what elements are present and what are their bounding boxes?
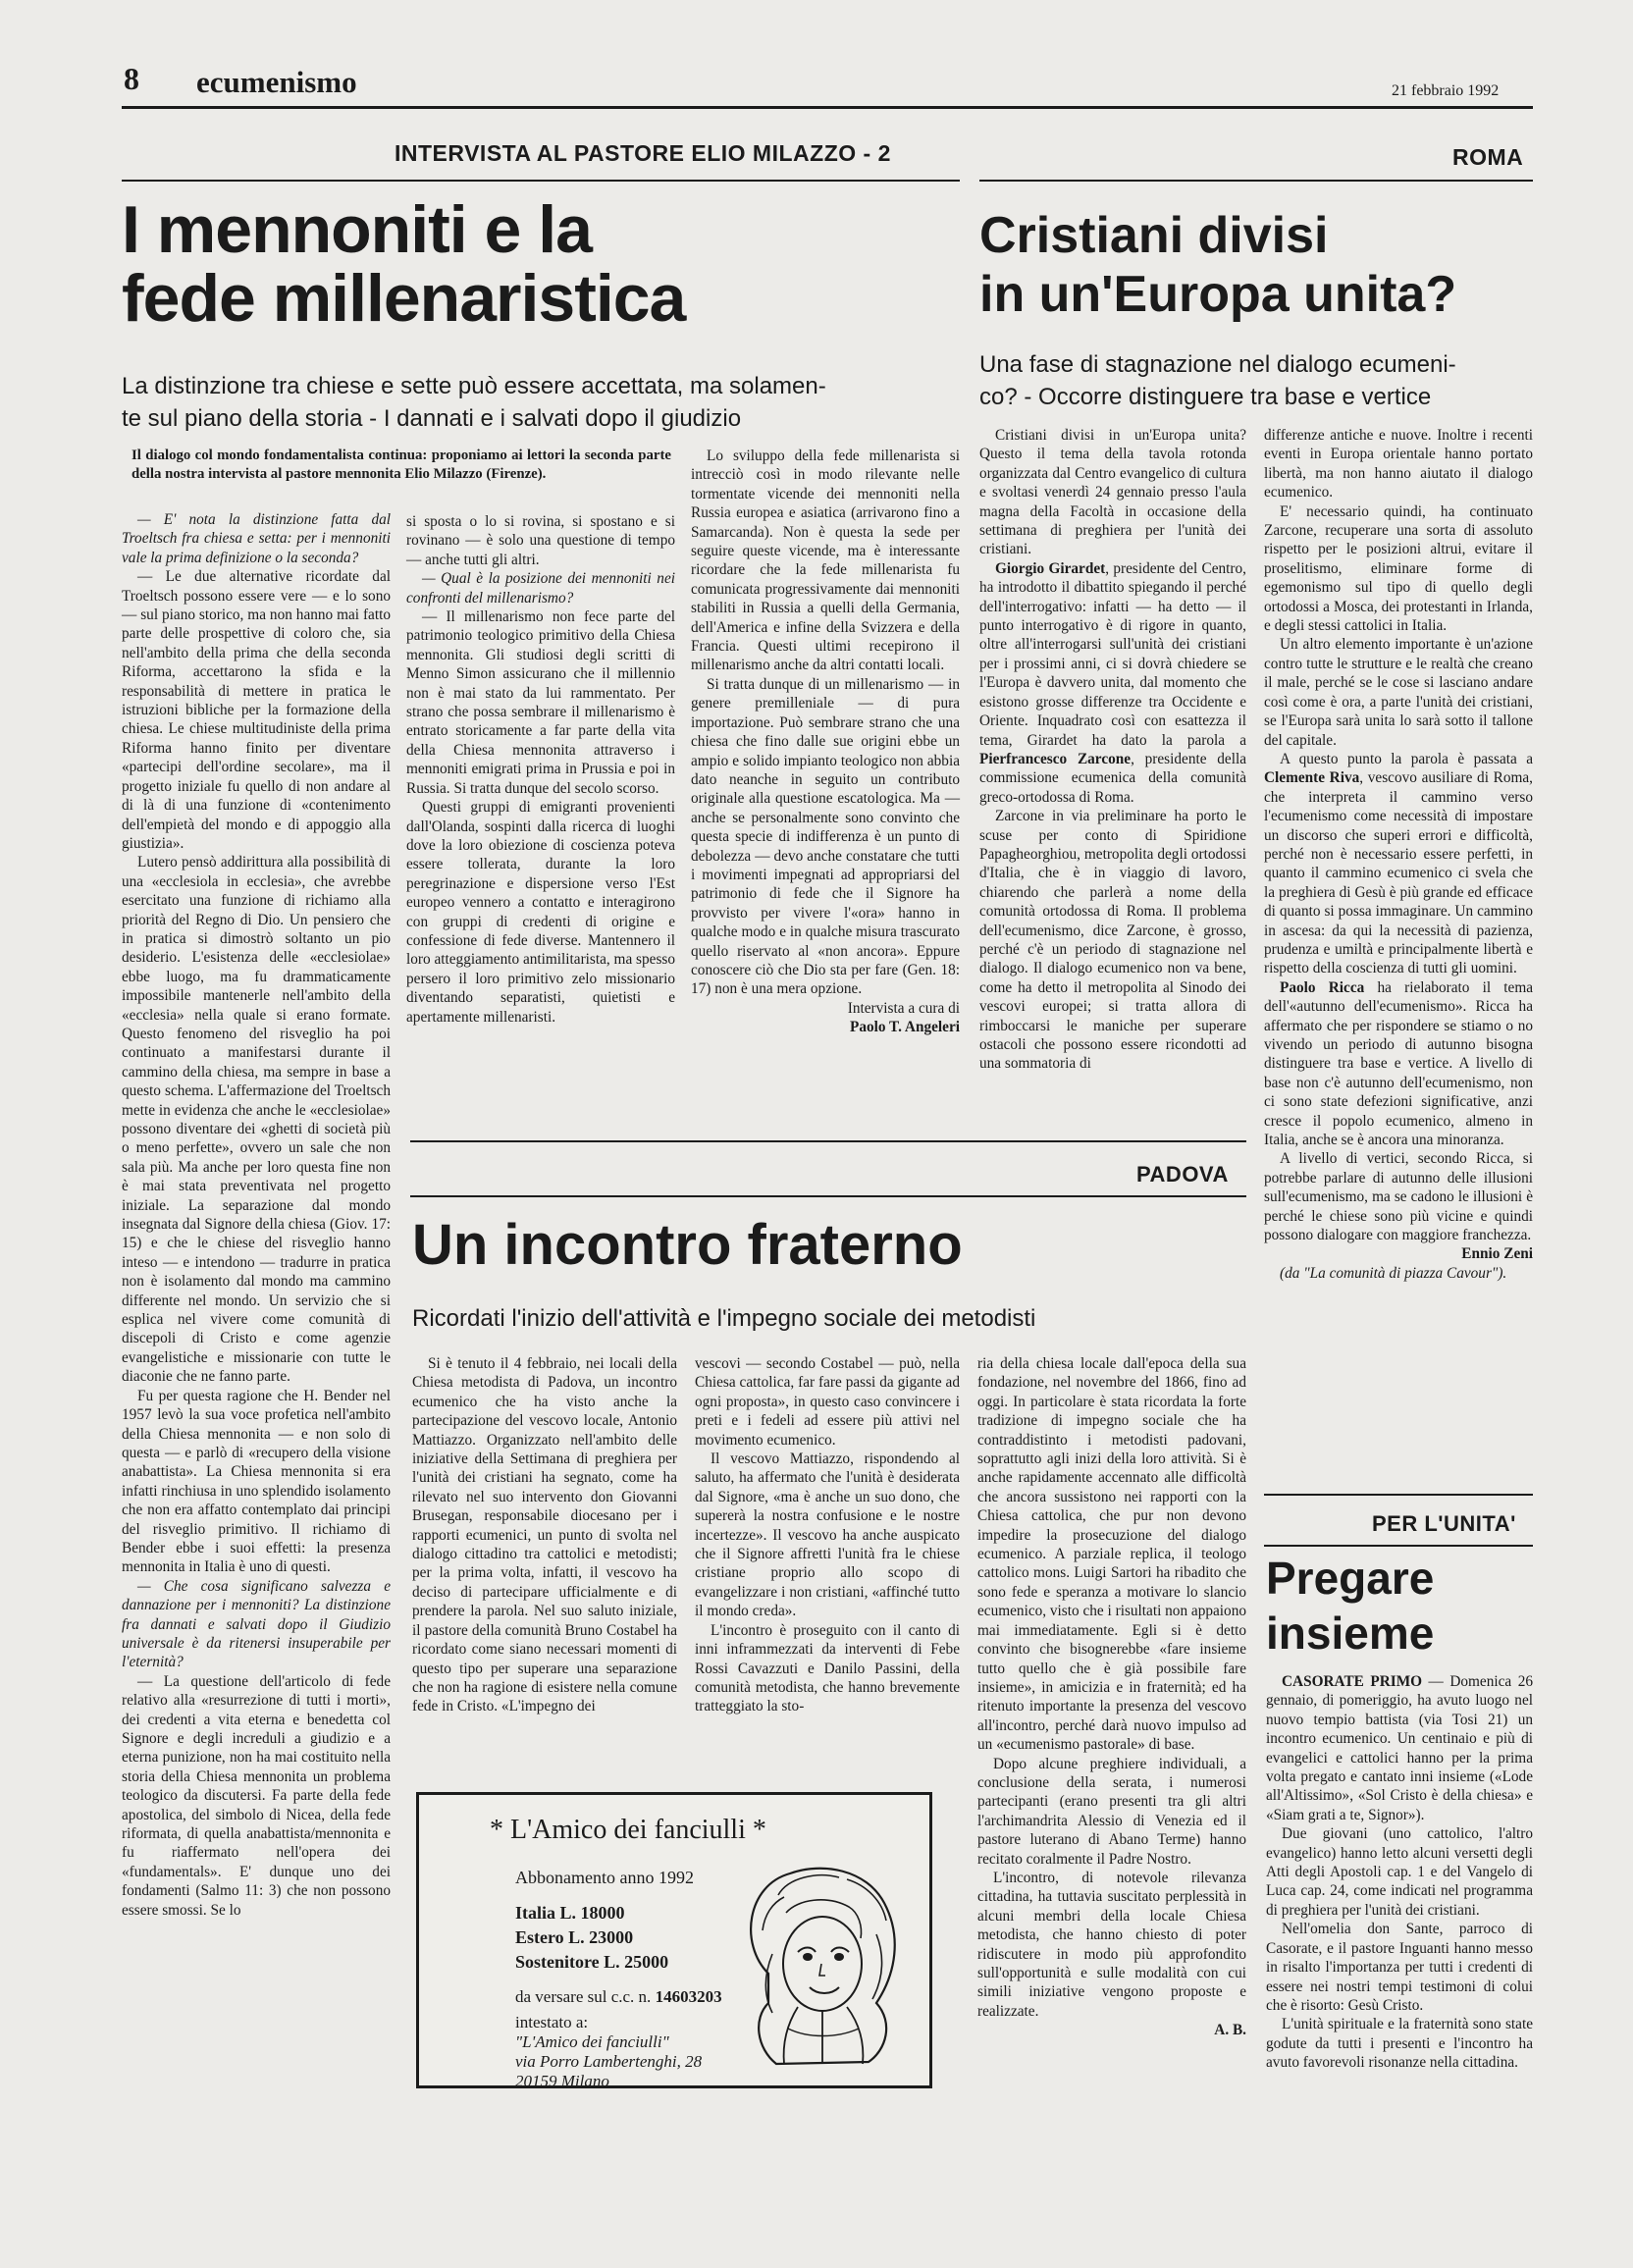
paragraph: Nell'omelia don Sante, parroco di Casorate, e il pastore Inguanti hanno messo in risalto l'importanza per tutti i credenti di essere nei nostri tempi testimoni di colui che è risorto: Gesù Cristo. xyxy=(1266,1921,1533,2014)
paragraph: differenze antiche e nuove. Inoltre i recenti eventi in Europa orientale hanno portato libertà, ma non hanno aiutato il dialogo ecumenico. xyxy=(1264,427,1533,501)
paragraph: — Il millenarismo non fece parte del patrimonio teologico primitivo della Chiesa mennonita. Gli studiosi degli scritti di Menno Simon assicurano che il millennio non è mai stato da lui rammentato. Per strano che possa sembrare il millenarismo è entrato storicamente a far parte della vita della Chiesa mennonita attraverso i mennoniti emigrati prima in Prussia e poi in Russia. Si tratta dunque del secolo scorso. xyxy=(406,608,675,797)
paragraph: Il vescovo Mattiazzo, rispondendo al saluto, ha affermato che l'unità è desiderata dal Signore, «ma è anche un suo dono, che supererà la nostra confusione e le nostre incertezze». Il vescovo ha anche auspicato che il Signore affretti l'unità fra le chiese cristiane proprio allo scopo di evangelizzare i non cristiani, «affinché tutto il mondo creda». xyxy=(695,1450,960,1620)
paragraph: L'incontro, di notevole rilevanza cittadina, ha tuttavia suscitato perplessità in alcuni membri della locale Chiesa metodista, che hanno chiesto di poter ridiscutere in modo più approfondito sull'opportunità e sulle modalità con cui simili iniziative vengono proposte e realizzate. xyxy=(977,1869,1246,2020)
credit-line: Intervista a cura di xyxy=(847,999,960,1017)
dek-line: co? - Occorre distinguere tra base e vertice xyxy=(979,383,1432,410)
text-column xyxy=(695,1354,960,1716)
addressee-label: intestato a: xyxy=(515,2013,589,2031)
text-column xyxy=(977,1354,1246,2040)
text-column xyxy=(412,1354,677,1716)
paragraph: si sposta o lo si rovina, si spostano e si rovinano — è solo una questione di tempo — anche tutti gli altri. xyxy=(406,513,675,568)
text-column xyxy=(122,510,391,1920)
issue-date: 21 febbraio 1992 xyxy=(1392,82,1500,99)
paragraph: — Le due alternative ricordate dal Troeltsch possono essere vere — e lo sono — sul piano storico, ma non hanno mai fatto parte delle prospettive di coloro che, sia nell'ambito della prima che della seconda Riforma, accettarono la sfida e la responsabilità di mettere in pratica le istruzioni bibliche per la formazione della chiesa. Le chiese multitudiniste della prima Riforma hanno finito per diventare «partecipi dell'ordine secolare», ma il progetto iniziale fu quello di non andare al di là di una funzione di «contenimento dell'empietà del mondo e di appoggio alla giustizia». xyxy=(122,568,391,852)
article-headline: Un incontro fraterno xyxy=(412,1213,963,1277)
section-rule xyxy=(1264,1494,1533,1496)
article-dek xyxy=(979,349,1539,413)
advertisement-box xyxy=(416,1792,932,2088)
paragraph: Un altro elemento importante è un'azione contro tutte le strutture e le realtà che creano il male, perché se le cose si lasciano andare così come è ora, a parte l'unità dei cristiani, se l'Europa sarà unita lo sarà sotto il tallone del capitale. xyxy=(1264,636,1533,749)
paragraph xyxy=(1264,978,1533,1150)
paragraph: E' necessario quindi, ha continuato Zarcone, recuperare una sorta di assoluto rispetto per le posizioni altrui, evitare il proselitismo, eliminare forme di egemonismo sul tipo di quello degli ortodossi a Mosca, dei protestanti in Irlanda, e degli stessi cattolici in Italia. xyxy=(1264,502,1533,635)
article-dek: Ricordati l'inizio dell'attività e l'impegno sociale dei metodisti xyxy=(412,1305,1036,1332)
payment-text: da versare sul c.c. n. xyxy=(515,1987,652,2006)
dek-line: te sul piano della storia - I dannati e i salvati dopo il giudizio xyxy=(122,404,742,432)
text-column xyxy=(1264,426,1533,1283)
account-number: 14603203 xyxy=(655,1987,722,2006)
author-name: Ennio Zeni xyxy=(1461,1245,1533,1263)
page-number: 8 xyxy=(124,61,139,96)
text-run: ha rielaborato il tema dell'«autunno dell'ecumenismo». Ricca ha affermato che per rispondere se stiamo o no vivendo un periodo di autunno bisogna distinguere tra base e vertice. A livello di base non c'è autunno dell'ecumenismo, non ci sono state defezioni significative, anzi cresce il popolo ecumenico, almeno in Italia, anche se è ancora una minoranza. xyxy=(1264,978,1534,1149)
paragraph: vescovi — secondo Costabel — può, nella Chiesa cattolica, far fare passi da gigante ad ogni proposta», in questo caso convincere i preti e i fedeli ad essere più attivi nel movimento ecumenico. xyxy=(695,1355,960,1449)
article-kicker: ROMA xyxy=(1452,144,1524,170)
text-column xyxy=(406,512,675,1027)
article-headline xyxy=(979,206,1456,325)
section-rule xyxy=(410,1140,1246,1142)
paragraph: A livello di vertici, secondo Ricca, si potrebbe parlare di autunno delle illusioni sull'ecumenismo, ma se cadono le illusioni è perché le chiese sono più vicine e quindi possono dialogare con maggiore franchezza. xyxy=(1264,1150,1533,1244)
headline-line: insieme xyxy=(1266,1608,1435,1660)
paragraph: Dopo alcune preghiere individuali, a conclusione della serata, i numerosi partecipanti (erano presenti tra gli altri l'archimandrita Alessio di Venezia ed il pastore luterano di Abano Terme) hanno recitato coralmente il Padre Nostro. xyxy=(977,1755,1246,1868)
paragraph: Si è tenuto il 4 febbraio, nei locali della Chiesa metodista di Padova, un incontro ecumenico che ha visto anche la partecipazione del vescovo locale, Antonio Mattiazzo. Organizzato nell'ambito delle iniziative della Settimana di preghiera per l'unità dei cristiani ha segnato, come ha rilevato nel suo intervento don Giovanni Brusegan, responsabile diocesano per i rapporti ecumenici, un punto di svolta nel dialogo cittadino tra cattolici e metodisti; per la prima volta, infatti, il vescovo ha deciso di partecipare ufficialmente e di prendere la parola. Nel suo saluto iniziale, il pastore della comunità Bruno Costabel ha ricordato come siano necessari momenti di questo tipo per superare una separazione che non ha ragione di esistere nella comune fede in Cristo. «L'impegno dei xyxy=(412,1355,677,1715)
dateline: CASORATE PRIMO xyxy=(1282,1673,1423,1690)
text-column xyxy=(1266,1672,1533,2073)
advert-subscription: Abbonamento anno 1992 xyxy=(515,1868,694,1887)
price-estero: Estero L. 23000 xyxy=(515,1927,634,1947)
kicker-rule xyxy=(410,1195,1246,1197)
headline-line: in un'Europa unita? xyxy=(979,266,1457,324)
article-kicker: PER L'UNITA' xyxy=(1372,1511,1516,1536)
text-run: , vescovo ausiliare di Roma, che interpreta il cammino verso l'ecumenismo come necessità di impostare un discorso che superi errori e difficoltà, perché non è necessario essere perfetti, in quanto il cammino ecumenico ci svela che la preghiera di Gesù è più grande ed efficace di quanto si possa immaginare. Un cammino in ascesa: da qui la necessità di pazienza, prudenza e umiltà e principalmente libertà e rispetto della coscienza di tutti gli uomini. xyxy=(1264,769,1533,977)
address-city: 20159 Milano xyxy=(515,2072,609,2090)
headline-line: Cristiani divisi xyxy=(979,207,1329,264)
paragraph xyxy=(1266,1672,1533,1824)
author-name: Paolo T. Angeleri xyxy=(849,1019,960,1036)
advert-address xyxy=(515,2013,702,2091)
section-title: ecumenismo xyxy=(196,65,357,99)
address-street: via Porro Lambertenghi, 28 xyxy=(515,2052,703,2071)
child-illustration xyxy=(729,1856,916,2078)
text-run: , presidente della commissione ecumenica della comunità greco-ortodossa di Roma. xyxy=(979,750,1247,806)
address-name: "L'Amico dei fanciulli" xyxy=(515,2032,669,2051)
paragraph xyxy=(979,559,1246,807)
paragraph: Due giovani (uno cattolico, l'altro evangelico) hanno letto alcuni versetti degli Atti degli Apostoli cap. 1 e del Vangelo di Luca cap. 24, come indicati nel programma di preghiera per l'unità dei cristiani. xyxy=(1266,1825,1533,1919)
paragraph: Fu per questa ragione che H. Bender nel 1957 levò la sua voce profetica nell'ambito della Chiesa mennonita — e non solo di questa — e parlò di «recupero della visione anabattista». La Chiesa mennonita si era infatti rinchiusa in uno splendido isolamento che non era affatto contemplato dai principi del risveglio primitivo. Il richiamo di Bender ebbe i suoi effetti: la presenza mennonita in Italia è uno di questi. xyxy=(122,1387,391,1576)
article-intro: Il dialogo col mondo fondamentalista continua: proponiamo ai lettori la seconda parte della nostra intervista al pastore mennonita Elio Milazzo (Firenze). xyxy=(132,448,671,482)
text-column xyxy=(979,426,1246,1074)
paragraph: Lutero pensò addirittura alla possibilità di una «ecclesiola in ecclesia», che avrebbe esercitato una funzione di richiamo alla priorità del Regno di Dio. Un pensiero che in pratica si dimostrò soltanto un pio desiderio. L'esistenza delle «ecclesiolae» ebbe luogo, ma fu drammaticamente impossibile mantenerle nell'ambito della «ecclesia» nella quale si erano formate. Questo fenomeno del risveglio ha poi continuato a manifestarsi durante il cammino della chiesa, ma sempre in base a questo schema. L'affermazione del Troeltsch mette in evidenza che anche le «ecclesiolae» possono diventare dei «ghetti di società più o meno perfette», ovvero un sale che non sala più. Ma anche per loro questa fine non è mai stata preventivata nel progetto iniziale. La separazione dal mondo insegnata dal Signore della chiesa (Giov. 17: 15) e che le chiese del risveglio hanno inteso — e intendono — tradurre in pratica non è isolamento dal mondo ma cammino differente nel mondo. Un servizio che si esplica nel vivere come comunità di discepoli di Cristo e come agenzie evangelistiche e missionarie con tutte le diaconie che ne fanno parte. xyxy=(122,854,391,1386)
text-run: A questo punto la parola è passata a xyxy=(1280,750,1533,767)
paragraph xyxy=(1264,750,1533,978)
interview-question: — E' nota la distinzione fatta dal Troeltsch fra chiesa e setta: per i mennoniti vale la prima definizione o la seconda? xyxy=(122,511,391,566)
dek-line: La distinzione tra chiese e sette può essere accettata, ma solamen- xyxy=(122,373,826,399)
interview-question: — Che cosa significano salvezza e dannazione per i mennoniti? La distinzione fra dannati e salvati dopo il Giudizio universale è da ritenersi insuperabile per l'eternità? xyxy=(122,1577,391,1671)
article-kicker: INTERVISTA AL PASTORE ELIO MILAZZO - 2 xyxy=(395,140,891,166)
paragraph: — La questione dell'articolo di fede relativo alla «resurrezione di tutti i morti», dei credenti a vita eterna e benedetta col Signore e degli increduli a giudizio e a eterna punizione, non ha mai costituito nella storia della Chiesa mennonita un problema teologico da discutersi. Fa parte della fede apostolica, del simbolo di Nicea, della fede riformata, di quella anabattista/mennonita e fu riaffermato nell'opera dei «fundamentals». E' dunque uno dei fondamenti (Salmo 11: 3) che non possono essere smossi. Se lo xyxy=(122,1672,391,1919)
paragraph: Lo sviluppo della fede millenarista si intrecciò così in modo rilevante nelle tormentate vicende dei mennoniti nella Russia europea e asiatica (arrivarono fino a Samarcanda). Non è questa la sede per seguire queste vicende, ma è interessante ricordare che la fede millenarista fu comunicata progressivamente dai mennoniti stabiliti in Russia a quelli della Germania, dell'America e infine della Svizzera e della Francia. Questi ultimi recepirono il millenarismo anche da altri contatti locali. xyxy=(691,448,960,674)
paragraph: Si tratta dunque di un millenarismo — in genere premillenialе — di pura importazione. Può sembrare strano che una chiesa che fino dalle sue origini ebbe un ampio e solido impianto teologico non abbia dato neanche in seguito un contributo originale alla questione escatologica. Ma — anche se personalmente sono convinto che questa specie di indifferenza è un punto di debolezza — devo anche constatare che tutti i movimenti impegnati ad appropriarsi del patrimonio di fede che il Signore ha provvisto per vivere l'«ora» hanno in qualche modo e in qualche misura trascurato quello riservato al «non ancora». Eppure conoscere ciò che Dio sta per fare (Gen. 18: 17) non è una mera opzione. xyxy=(691,675,960,998)
paragraph: ria della chiesa locale dall'epoca della sua fondazione, nel novembre del 1866, fino ad oggi. In particolare è stata ricordata la forte tradizione di impegno sociale che ha contraddistinto i metodisti padovani, soprattutto agli inizi della loro attività. Si è anche rapidamente accennato alle difficoltà che ancora sussistono nei rapporti con la Chiesa cattolica, che pur non devono impedire la prosecuzione del dialogo ecumenico. A parziale replica, il teologo cattolico mons. Luigi Sartori ha ribadito che sono fede e speranza a motivare lo slancio ecumenico, visto che i risultati non appaiono mai immediatamente. Egli si è detto convinto che bisognerebbe «fare insieme tutto quello che è già possibile fare insieme», in amicizia e in fraternità; ed ha ritenuto importante la presenza del vescovo all'incontro, perché darà nuovo impulso ad un «ecumenismo pastorale» di base. xyxy=(977,1355,1246,1754)
price-italia: Italia L. 18000 xyxy=(515,1903,625,1923)
paragraph: Zarcone in via preliminare ha porto le scuse per conto di Spiridione Papagheorghiou, metropolita degli ortodossi d'Italia, che è in viaggio di lavoro, chiarendo che parlerà a nome della comunità ortodossa di Roma. Il problema dell'ecumenismo, dice Zarcone, è grosso, perché c'è un periodo di stagnazione nel dialogo. Il dialogo ecumenico non va bene, come ha detto il metropolita al Sinodo dei vescovi europei; si tratta allora di rimboccarsi le maniche per superare ostacoli che possono essere ricondotti ad una sommatoria di xyxy=(979,808,1246,1073)
advert-prices xyxy=(515,1901,668,1975)
paragraph: L'incontro è proseguito con il canto di inni inframmezzati da interventi di Febe Rossi Cavazzuti e Danilo Passini, della comunità metodista, che hanno brevemente tratteggiato la sto- xyxy=(695,1621,960,1715)
article-dek xyxy=(122,371,966,435)
paragraph: L'unità spirituale e la fraternità sono state godute da tutti i presenti e l'incontro ha avuto favorevoli risonanze nella cittadina. xyxy=(1266,2016,1533,2072)
person-name: Giorgio Girardet xyxy=(995,559,1106,577)
headline-line: Pregare xyxy=(1266,1553,1435,1604)
source-note: (da "La comunità di piazza Cavour"). xyxy=(1280,1264,1507,1282)
kicker-rule xyxy=(979,180,1533,182)
person-name: Paolo Ricca xyxy=(1280,978,1365,996)
article-kicker: PADOVA xyxy=(1136,1162,1229,1187)
text-run: — Domenica 26 gennaio, di pomeriggio, ha avuto luogo nel nuovo tempio battista (via Tosi 21) un incontro ecumenico. Un centinaio e più di evangelici e cattolici hanno per la prima volta pregato e cantato inni insieme («Lode all'Altissimo», «Sol Cristo è della chiesa» e «Siam grati a te, Signor»). xyxy=(1266,1673,1533,1823)
person-name: Pierfrancesco Zarcone xyxy=(979,750,1132,767)
interview-question: — Qual è la posizione dei mennoniti nei confronti del millenarismo? xyxy=(406,570,675,607)
author-initials: A. B. xyxy=(1214,2022,1246,2039)
article-headline xyxy=(1266,1537,1434,1661)
masthead-rule xyxy=(122,106,1533,109)
kicker-rule xyxy=(122,180,960,182)
dek-line: Una fase di stagnazione nel dialogo ecumeni- xyxy=(979,351,1456,378)
advert-title: * L'Amico dei fanciulli * xyxy=(490,1815,766,1845)
text-column xyxy=(691,447,960,1037)
paragraph: Cristiani divisi in un'Europa unita? Questo il tema della tavola rotonda organizzata dal Centro evangelico di cultura e svoltasi venerdì 24 gennaio presso l'aula magna della Facoltà in occasione della settimana di preghiera per l'unità dei cristiani. xyxy=(979,427,1246,558)
paragraph: Questi gruppi di emigranti provenienti dall'Olanda, sospinti dalla ricerca di luoghi dove la loro obiezione di coscienza poteva essere tollerata, durante la loro peregrinazione e dispersione verso l'Est europeo vennero a contatto e interagirono con gruppi di credenti di origine e confessione di fede diverse. Mantennero il loro atteggiamento antimilitarista, ma spesso persero il loro primitivo zelo missionario diventando separatisti, quietisti e apertamente millenaristi. xyxy=(406,799,676,1026)
article-headline xyxy=(122,192,686,336)
advert-payment xyxy=(515,1987,722,2007)
person-name: Clemente Riva xyxy=(1264,769,1360,787)
price-sostenitore: Sostenitore L. 25000 xyxy=(515,1952,669,1972)
headline-line: fede millenaristica xyxy=(122,261,686,336)
headline-line: I mennoniti e la xyxy=(122,192,592,267)
text-run: , presidente del Centro, ha introdotto il dibattito spiegando il perché dell'interrogativo: infatti — ha detto — il punto interrogativo è di rigore in quanto, oltre all'interrogarsi sull'unità dei cristiani per i prossimi anni, ci si dovrà chiedere se l'Europa è davvero unita, dal momento che esistono grosse differenze tra Occidente e Oriente. Inquadrato così con esattezza il tema, Girardet ha dato la parola a xyxy=(979,559,1246,749)
